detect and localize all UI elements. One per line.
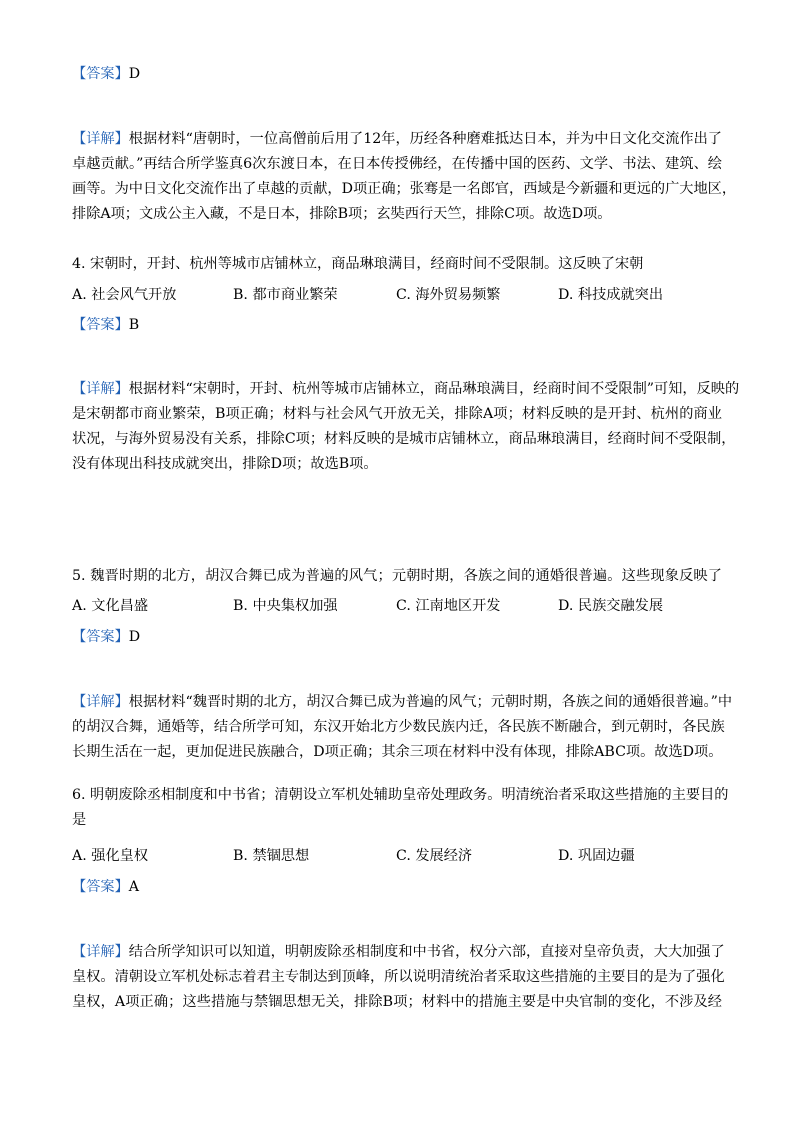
answer-tag: 【答案】 xyxy=(72,879,129,895)
q5-detail xyxy=(72,690,733,765)
q3-answer-value: D xyxy=(128,66,141,82)
q3-detail-line: 根据材料“唐朝时，一位高僧前后用了12年，历经各种磨难抵达日本，并为中日文化交流作出了 xyxy=(128,131,722,147)
q6-answer-value: A xyxy=(128,879,140,895)
q5-options xyxy=(72,594,732,619)
q6-option-d: D. 巩固边疆 xyxy=(558,848,635,864)
q4-stem-text: 4. 宋朝时，开封、杭州等城市店铺林立，商品琳琅满目，经商时间不受限制。这反映了宋朝 xyxy=(72,256,644,272)
q6-option-b: B. 禁锢思想 xyxy=(233,848,310,864)
q5-detail-line: 的胡汉合舞，通婚等，结合所学可知，东汉开始北方少数民族内迁，各民族不断融合，到元朝时，各民族 xyxy=(72,719,725,735)
q4-option-d: D. 科技成就突出 xyxy=(558,287,664,303)
q6-option-a: A. 强化皇权 xyxy=(72,848,149,864)
q4-answer-value: B xyxy=(128,317,140,333)
q6-option-c: C. 发展经济 xyxy=(396,848,473,864)
q5-option-b: B. 中央集权加强 xyxy=(233,598,338,614)
detail-tag: 【详解】 xyxy=(72,944,129,960)
q6-detail xyxy=(72,940,725,1015)
q5-answer xyxy=(72,625,722,650)
q6-detail-line: 皇权，A项正确；这些措施与禁锢思想无关，排除B项；材料中的措施主要是中央官制的变化，不涉及经 xyxy=(72,994,722,1010)
detail-tag: 【详解】 xyxy=(72,381,129,397)
answer-tag: 【答案】 xyxy=(72,66,129,82)
q4-detail xyxy=(72,377,740,477)
q5-answer-value: D xyxy=(128,629,141,645)
q5-option-d: D. 民族交融发展 xyxy=(558,598,664,614)
q6-options xyxy=(72,844,732,869)
q6-answer xyxy=(72,875,722,900)
detail-tag: 【详解】 xyxy=(72,131,129,147)
q5-option-c: C. 江南地区开发 xyxy=(396,598,501,614)
q5-stem xyxy=(72,564,722,589)
q6-stem-line: 6. 明朝废除丞相制度和中书省；清朝设立军机处辅助皇帝处理政务。明清统治者采取这些措施的主要目的 xyxy=(72,787,729,803)
q4-stem xyxy=(72,252,722,277)
q4-options xyxy=(72,283,732,308)
q6-detail-line: 皇权。清朝设立军机处标志着君主专制达到顶峰，所以说明清统治者采取这些措施的主要目的是为了强化 xyxy=(72,969,725,985)
q4-detail-line: 没有体现出科技成就突出，排除D项；故选B项。 xyxy=(72,456,378,472)
answer-tag: 【答案】 xyxy=(72,317,129,333)
q6-stem-line: 是 xyxy=(72,812,87,828)
q4-detail-line: 状况，与海外贸易没有关系，排除C项；材料反映的是城市店铺林立，商品琳琅满目，经商时间不受限制， xyxy=(72,431,736,447)
q4-answer xyxy=(72,313,722,338)
q4-option-b: B. 都市商业繁荣 xyxy=(233,287,338,303)
answer-tag: 【答案】 xyxy=(72,629,129,645)
detail-tag: 【详解】 xyxy=(72,694,129,710)
q4-option-a: A. 社会风气开放 xyxy=(72,287,177,303)
q4-option-c: C. 海外贸易频繁 xyxy=(396,287,501,303)
q5-option-a: A. 文化昌盛 xyxy=(72,598,149,614)
q3-detail-line: 画等。为中日文化交流作出了卓越的贡献，D项正确；张骞是一名郎官，西域是今新疆和更远的广大地区， xyxy=(72,181,737,197)
q3-answer xyxy=(72,62,722,87)
q6-detail-line: 结合所学知识可以知道，明朝废除丞相制度和中书省，权分六部，直接对皇帝负责，大大加强了 xyxy=(128,944,725,960)
q5-detail-line: 根据材料“魏晋时期的北方，胡汉合舞已成为普遍的风气；元朝时期，各族之间的通婚很普遍。”中 xyxy=(128,694,733,710)
q3-detail-line: 排除A项；文成公主入藏，不是日本，排除B项；玄奘西行天竺，排除C项。故选D项。 xyxy=(72,206,612,222)
q5-detail-line: 长期生活在一起，更加促进民族融合，D项正确；其余三项在材料中没有体现，排除ABC项。故选D项。 xyxy=(72,744,723,760)
q4-detail-line: 是宋朝都市商业繁荣，B项正确；材料与社会风气开放无关，排除A项；材料反映的是开封、杭州的商业 xyxy=(72,406,722,422)
q3-detail-line: 卓越贡献。”再结合所学鉴真6次东渡日本，在日本传授佛经，在传播中国的医药、文学、书法、建筑、绘 xyxy=(72,156,722,172)
q6-stem xyxy=(72,783,729,833)
q3-detail xyxy=(72,127,737,227)
q4-detail-line: 根据材料“宋朝时，开封、杭州等城市店铺林立，商品琳琅满目，经商时间不受限制”可知，反映的 xyxy=(128,381,740,397)
q5-stem-text: 5. 魏晋时期的北方，胡汉合舞已成为普遍的风气；元朝时期，各族之间的通婚很普遍。这些现象反映了 xyxy=(72,568,722,584)
